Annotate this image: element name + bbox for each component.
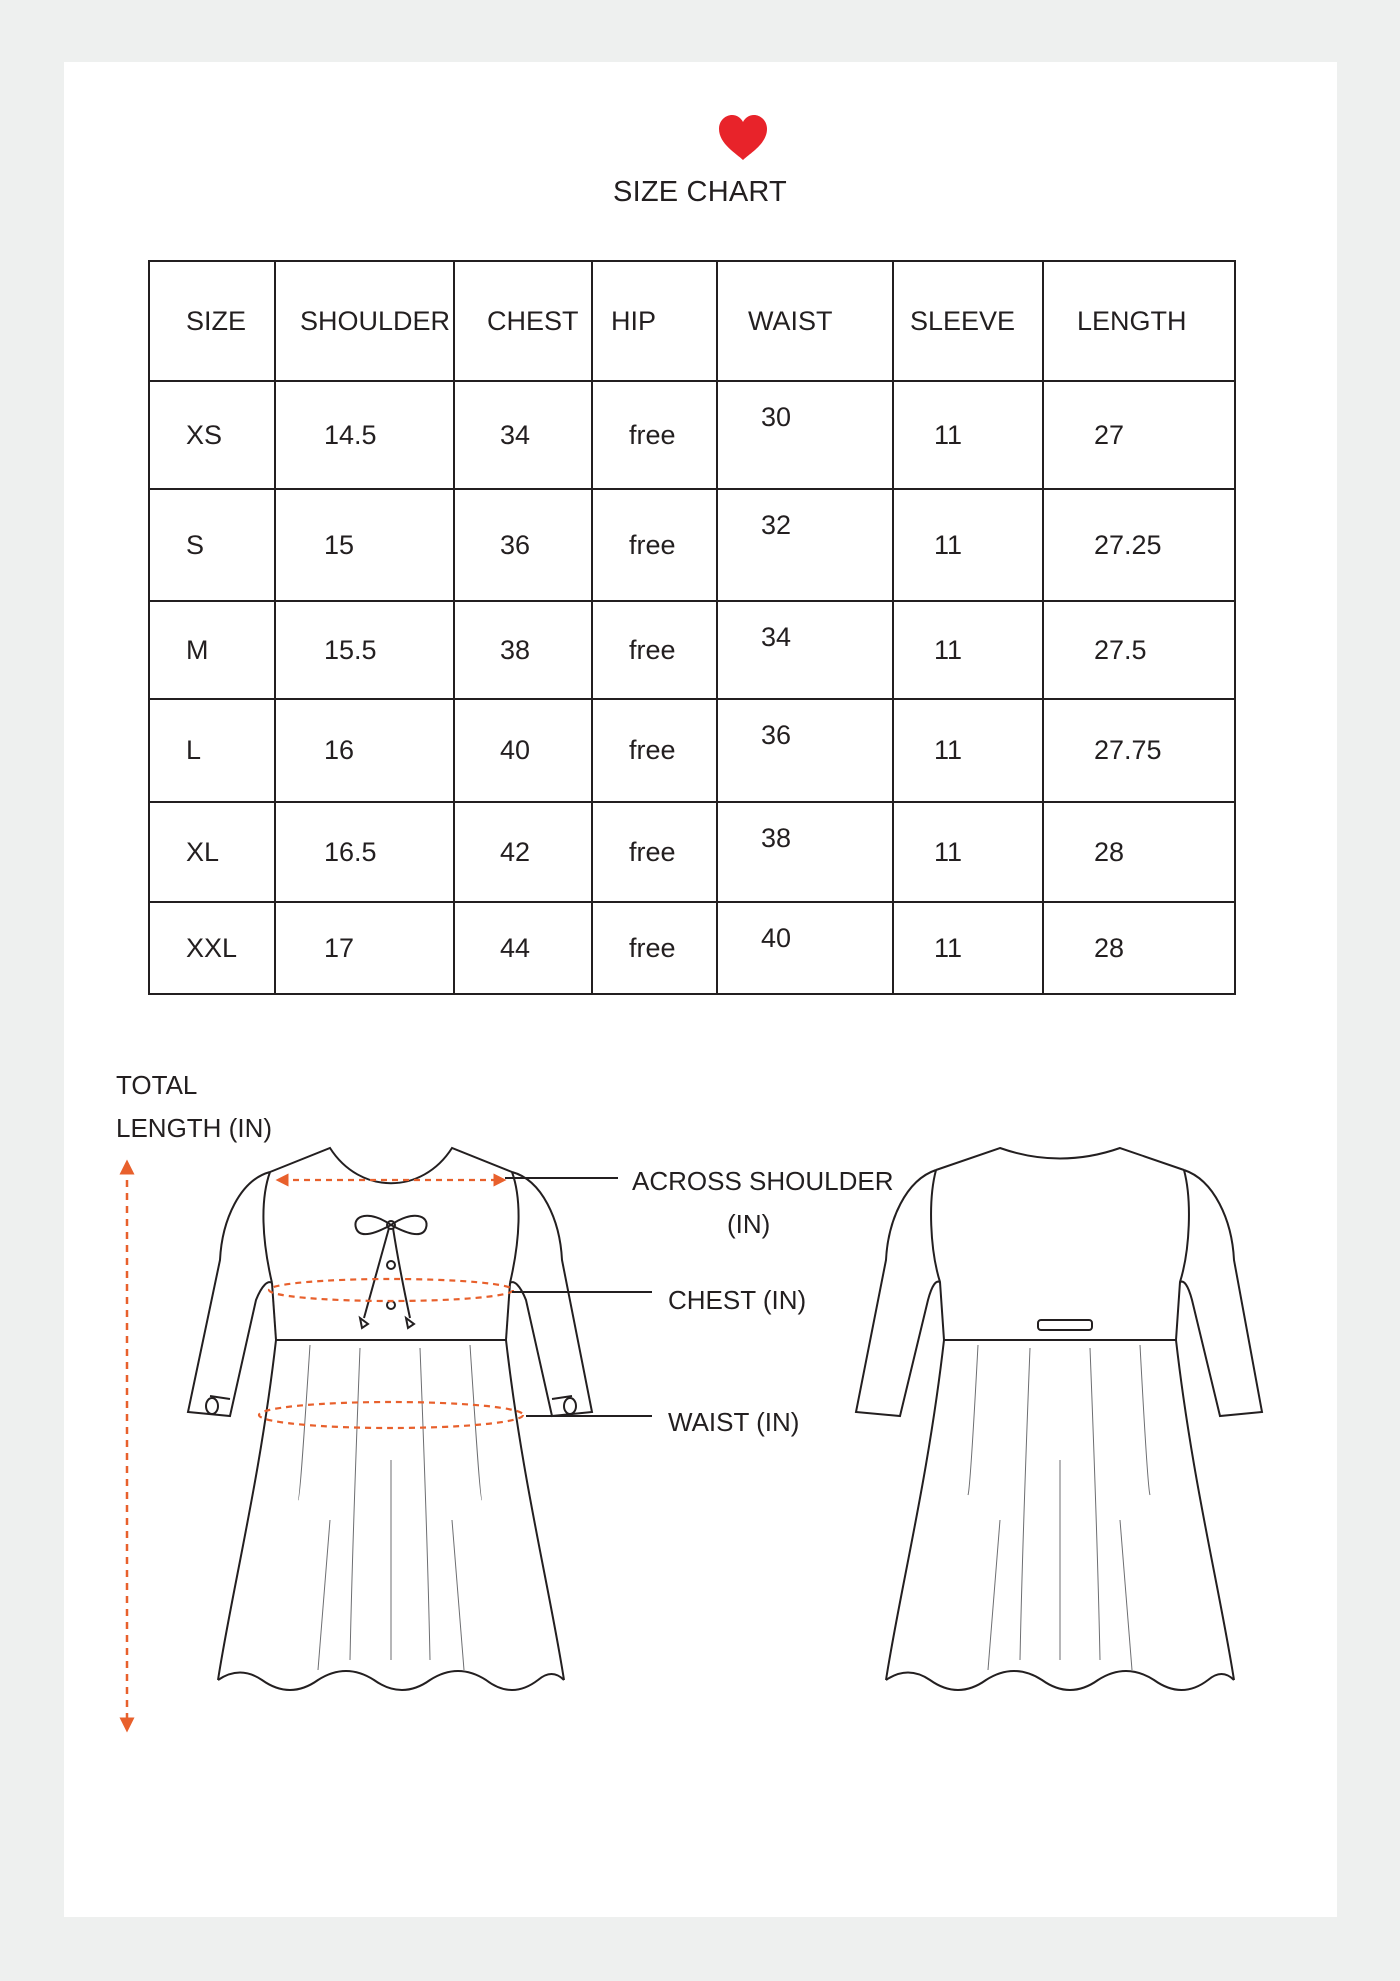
column-header: LENGTH: [1043, 261, 1235, 381]
table-cell: S: [149, 489, 275, 601]
table-cell: XXL: [149, 902, 275, 994]
table-cell: 15.5: [275, 601, 454, 699]
column-header: CHEST: [454, 261, 592, 381]
column-header: SLEEVE: [893, 261, 1043, 381]
table-cell: 28: [1043, 802, 1235, 902]
table-cell: 27.25: [1043, 489, 1235, 601]
table-cell: 11: [893, 802, 1043, 902]
back-skirt-gathers: [968, 1345, 1150, 1670]
table-cell: 15: [275, 489, 454, 601]
table-cell: M: [149, 601, 275, 699]
waist-label: WAIST (IN): [668, 1407, 800, 1437]
table-cell: 11: [893, 601, 1043, 699]
total-length-label-line2: LENGTH (IN): [116, 1113, 272, 1143]
table-cell: 32: [717, 489, 893, 601]
front-dress-drawing: [188, 1148, 592, 1690]
table-cell: 40: [454, 699, 592, 802]
label-leader-lines: [505, 1178, 652, 1416]
table-cell: 36: [717, 699, 893, 802]
chest-label: CHEST (IN): [668, 1285, 807, 1315]
table-cell: free: [592, 802, 717, 902]
table-cell: 34: [717, 601, 893, 699]
table-cell: free: [592, 902, 717, 994]
column-header: HIP: [592, 261, 717, 381]
table-cell: 36: [454, 489, 592, 601]
front-skirt-gathers: [298, 1345, 482, 1670]
table-cell: 17: [275, 902, 454, 994]
across-shoulder-label-line1: ACROSS SHOULDER: [632, 1166, 894, 1196]
table-cell: 27.75: [1043, 699, 1235, 802]
column-header: WAIST: [717, 261, 893, 381]
table-cell: 11: [893, 699, 1043, 802]
table-cell: 40: [717, 902, 893, 994]
page-title: SIZE CHART: [613, 176, 787, 208]
column-header: SIZE: [149, 261, 275, 381]
table-cell: XS: [149, 381, 275, 489]
table-cell: 44: [454, 902, 592, 994]
back-dress-drawing: [856, 1148, 1262, 1690]
table-cell: free: [592, 601, 717, 699]
front-measurement-markers: [259, 1180, 523, 1428]
table-cell: 11: [893, 489, 1043, 601]
table-cell: 28: [1043, 902, 1235, 994]
across-shoulder-label-line2: (IN): [727, 1209, 771, 1239]
table-cell: free: [592, 381, 717, 489]
table-cell: 34: [454, 381, 592, 489]
table-cell: 27: [1043, 381, 1235, 489]
table-cell: 42: [454, 802, 592, 902]
table-cell: L: [149, 699, 275, 802]
table-cell: 27.5: [1043, 601, 1235, 699]
table-cell: free: [592, 489, 717, 601]
column-header: SHOULDER: [275, 261, 454, 381]
total-length-label-line1: TOTAL: [116, 1070, 198, 1100]
table-cell: 38: [454, 601, 592, 699]
table-cell: 38: [717, 802, 893, 902]
table-cell: XL: [149, 802, 275, 902]
table-cell: 16: [275, 699, 454, 802]
table-cell: 30: [717, 381, 893, 489]
table-cell: 14.5: [275, 381, 454, 489]
table-cell: 16.5: [275, 802, 454, 902]
table-cell: 11: [893, 381, 1043, 489]
table-cell: free: [592, 699, 717, 802]
table-cell: 11: [893, 902, 1043, 994]
